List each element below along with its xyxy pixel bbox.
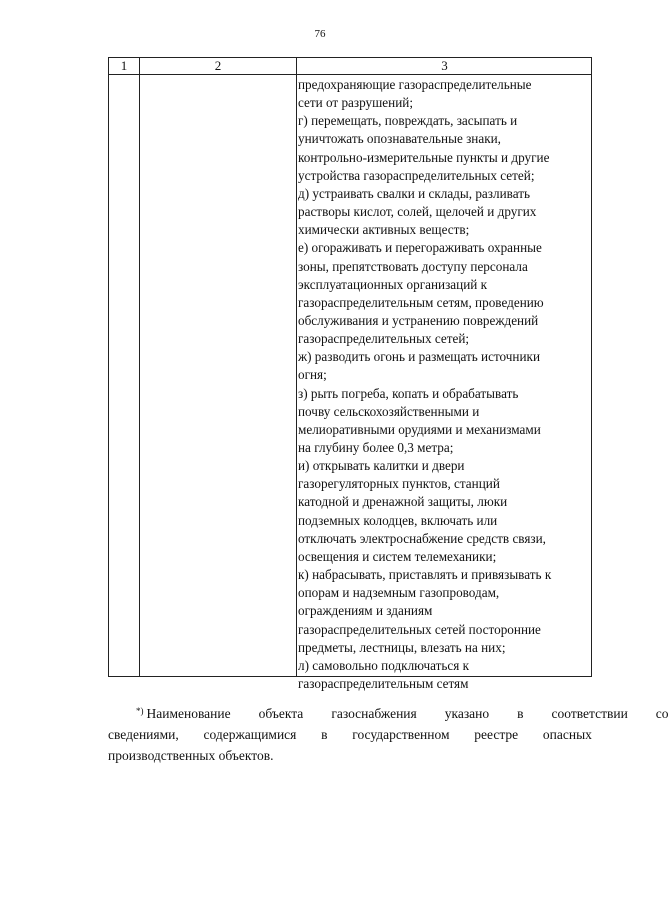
cell-text-line: д) устраивать свалки и склады, разливать: [298, 185, 530, 201]
column-divider-2: [296, 58, 297, 676]
cell-text-line: сети от разрушений;: [298, 95, 413, 111]
footnote-line-3: производственных объектов.: [108, 748, 274, 763]
cell-text-line: е) огораживать и перегораживать охранные: [298, 240, 542, 256]
cell-text-line: контрольно-измерительные пункты и другие: [298, 149, 550, 165]
cell-text-line: газораспределительным сетям: [298, 675, 469, 691]
footnote-word: содержащимися: [203, 727, 297, 742]
cell-text-line: на глубину более 0,3 метра;: [298, 440, 454, 455]
cell-text-line: л) самовольно подключаться к: [298, 657, 470, 673]
footnote-word: Наименование: [146, 706, 231, 721]
cell-text-line: газораспределительных сетей посторонние: [298, 621, 541, 637]
footnote-word: сведениями,: [108, 727, 179, 742]
footnote: [108, 703, 669, 766]
cell-text-line: катодной и дренажной защиты, люки: [298, 494, 508, 510]
cell-text-line: з) рыть погреба, копать и обрабатывать: [298, 385, 519, 401]
cell-text-line: отключать электроснабжение средств связи,: [298, 530, 546, 546]
footnote-word: в: [517, 706, 524, 721]
cell-text-line: г) перемещать, повреждать, засыпать и: [298, 113, 518, 129]
cell-text-line: устройства газораспределительных сетей;: [298, 167, 535, 183]
footnote-word: государственном: [352, 727, 450, 742]
column-header-3: 3: [441, 58, 448, 73]
cell-text-line: предохраняющие газораспределительные: [298, 77, 532, 92]
cell-text-line: ж) разводить огонь и размещать источники: [298, 349, 541, 365]
cell-text-line: к) набрасывать, приставлять и привязывать к: [298, 567, 552, 583]
footnote-word: объекта: [258, 706, 304, 721]
cell-text-line: зоны, препятствовать доступу персонала: [298, 258, 528, 274]
header-divider: [109, 74, 591, 75]
footnote-word: газоснабжения: [331, 706, 417, 721]
footnote-marker: *): [136, 706, 144, 716]
cell-text-line: освещения и систем телемеханики;: [298, 548, 497, 564]
cell-text-line: уничтожать опознавательные знаки,: [298, 131, 501, 147]
footnote-word: опасных: [542, 727, 592, 742]
page-number: 76: [314, 28, 326, 40]
column-header-1: 1: [120, 58, 128, 73]
cell-text-line: газорегуляторных пунктов, станций: [298, 476, 500, 492]
footnote-word: со: [655, 706, 669, 721]
cell-text-line: мелиоративными орудиями и механизмами: [298, 421, 541, 437]
document-table: [108, 57, 592, 691]
footnote-word: соответствии: [551, 706, 628, 721]
cell-text-line: газораспределительных сетей;: [298, 331, 470, 347]
footnote-line-1: [108, 703, 669, 724]
cell-text-line: газораспределительным сетям, проведению: [298, 294, 544, 310]
footnote-line-2: [108, 724, 592, 745]
column-header-2: 2: [214, 58, 222, 73]
cell-text-line: предметы, лестницы, влезать на них;: [298, 639, 506, 655]
footnote-word: реестре: [474, 727, 519, 742]
cell-text-line: подземных колодцев, включать или: [298, 512, 498, 528]
cell-text-line: растворы кислот, солей, щелочей и других: [298, 204, 537, 220]
cell-text-line: эксплуатационных организаций к: [298, 276, 488, 292]
cell-text-line: обслуживания и устранению повреждений: [298, 312, 539, 328]
footnote-first-word-group: [108, 703, 231, 724]
column-divider-1: [139, 58, 140, 676]
footnote-word: в: [321, 727, 328, 742]
cell-text-line: ограждениям и зданиям: [298, 603, 433, 619]
cell-text-line: опорам и надземным газопроводам,: [298, 585, 500, 601]
cell-text-line: и) открывать калитки и двери: [298, 458, 465, 474]
cell-text-line: химически активных веществ;: [298, 222, 470, 238]
footnote-word: указано: [444, 706, 490, 721]
cell-text-line: огня;: [298, 367, 327, 383]
cell-text-line: почву сельскохозяйственными и: [298, 403, 480, 419]
